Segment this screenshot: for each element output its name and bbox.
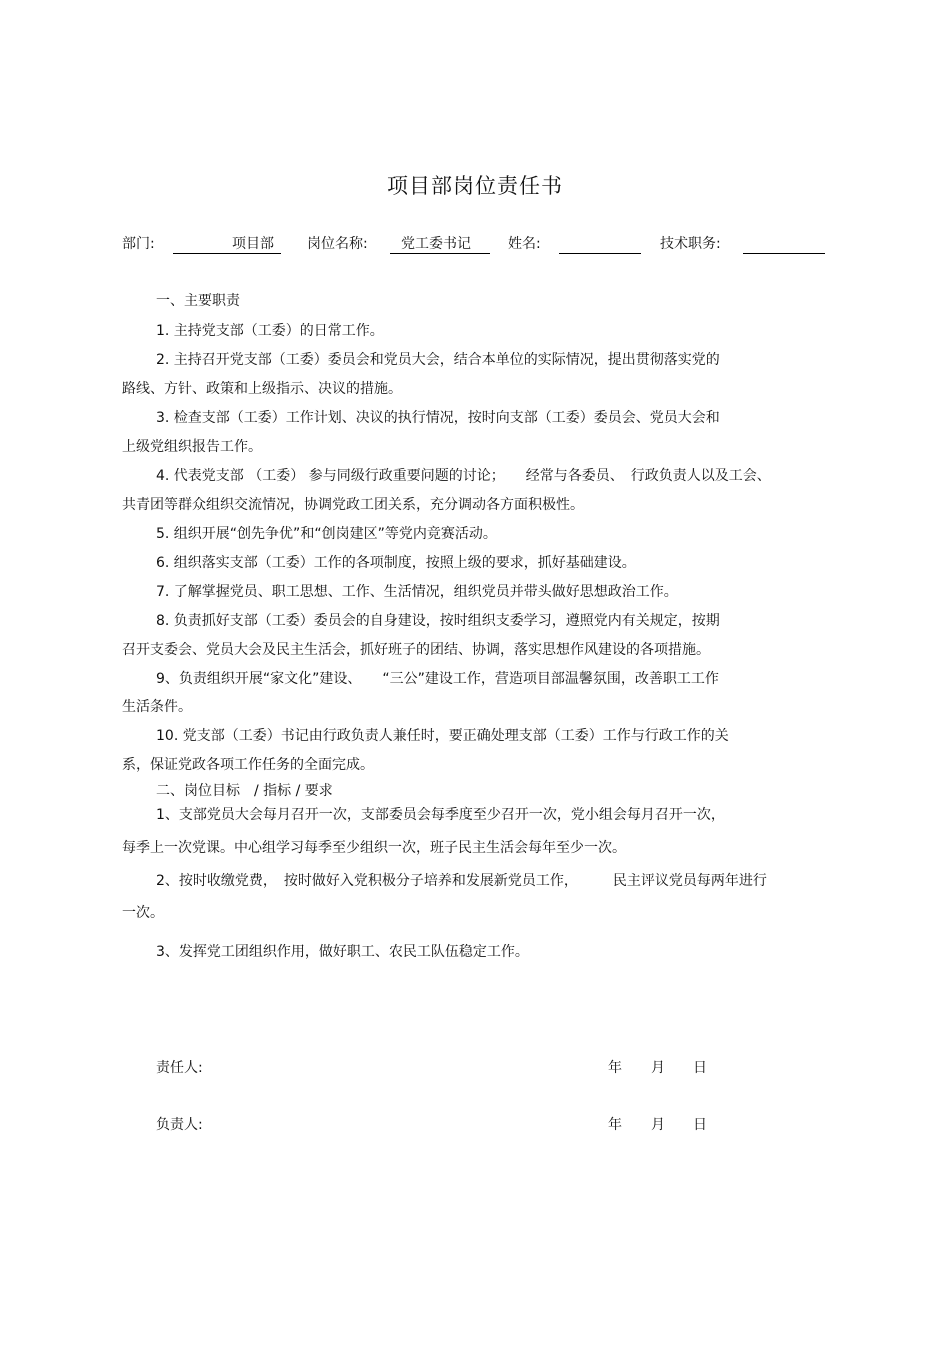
name-label: 姓名: xyxy=(508,236,541,252)
date-year: 年 xyxy=(608,1060,622,1076)
section-heading: 一、主要职责 xyxy=(156,293,240,309)
paragraph-line: 3、发挥党工团组织作用，做好职工、农民工队伍稳定工作。 xyxy=(156,944,529,960)
paragraph-line: 召开支委会、党员大会及民主生活会，抓好班子的团结、协调，落实思想作风建设的各项措施。 xyxy=(122,642,710,658)
paragraph-line: 9、负责组织开展“家文化”建设、 “三公”建设工作，营造项目部温馨氛围，改善职工工作 xyxy=(156,671,719,687)
paragraph-line: 4. 代表党支部 （工委） 参与同级行政重要问题的讨论； 经常与各委员、 行政负责人以及工会、 xyxy=(156,468,771,484)
paragraph-line: 共青团等群众组织交流情况，协调党政工团关系，充分调动各方面积极性。 xyxy=(122,497,584,513)
dept-value: 项目部 xyxy=(232,236,274,252)
paragraph-line: 路线、方针、政策和上级指示、决议的措施。 xyxy=(122,381,402,397)
post-value: 党工委书记 xyxy=(401,236,471,252)
date-day: 日 xyxy=(693,1117,707,1133)
paragraph-line: 8. 负责抓好支部（工委）委员会的自身建设，按时组织支委学习，遵照党内有关规定，按期 xyxy=(156,613,720,629)
person-in-charge-label: 负责人: xyxy=(156,1117,203,1133)
name-field xyxy=(559,233,641,254)
paragraph-line: 5. 组织开展“创先争优”和“创岗建区”等党内竞赛活动。 xyxy=(156,526,497,542)
date-day: 日 xyxy=(693,1060,707,1076)
dept-value-field xyxy=(173,233,281,254)
date-month: 月 xyxy=(651,1117,665,1133)
post-label: 岗位名称: xyxy=(307,236,368,252)
responsible-person-label: 责任人: xyxy=(156,1060,203,1076)
paragraph-line: 一次。 xyxy=(122,905,164,921)
paragraph-line: 2. 主持召开党支部（工委）委员会和党员大会，结合本单位的实际情况，提出贯彻落实党的 xyxy=(156,352,720,368)
section-heading: 二、岗位目标 / 指标 / 要求 xyxy=(156,783,333,799)
paragraph-line: 2、按时收缴党费， 按时做好入党积极分子培养和发展新党员工作， 民主评议党员每两年进行 xyxy=(156,873,767,889)
paragraph-line: 10. 党支部（工委）书记由行政负责人兼任时，要正确处理支部（工委）工作与行政工作的关 xyxy=(156,728,729,744)
dept-label: 部门: xyxy=(122,236,155,252)
paragraph-line: 7. 了解掌握党员、职工思想、工作、生活情况，组织党员并带头做好思想政治工作。 xyxy=(156,584,678,600)
date-year: 年 xyxy=(608,1117,622,1133)
paragraph-line: 上级党组织报告工作。 xyxy=(122,439,262,455)
post-value-field xyxy=(390,233,490,254)
paragraph-line: 1. 主持党支部（工委）的日常工作。 xyxy=(156,323,384,339)
paragraph-line: 1、支部党员大会每月召开一次，支部委员会每季度至少召开一次，党小组会每月召开一次， xyxy=(156,807,725,823)
date-month: 月 xyxy=(651,1060,665,1076)
document-title: 项目部岗位责任书 xyxy=(387,174,563,198)
paragraph-line: 系，保证党政各项工作任务的全面完成。 xyxy=(122,757,374,773)
paragraph-line: 3. 检查支部（工委）工作计划、决议的执行情况，按时向支部（工委）委员会、党员大会和 xyxy=(156,410,720,426)
paragraph-line: 生活条件。 xyxy=(122,699,192,715)
paragraph-line: 6. 组织落实支部（工委）工作的各项制度，按照上级的要求，抓好基础建设。 xyxy=(156,555,636,571)
paragraph-line: 每季上一次党课。中心组学习每季至少组织一次，班子民主生活会每年至少一次。 xyxy=(122,840,626,856)
tech-field xyxy=(743,233,825,254)
tech-label: 技术职务: xyxy=(660,236,721,252)
